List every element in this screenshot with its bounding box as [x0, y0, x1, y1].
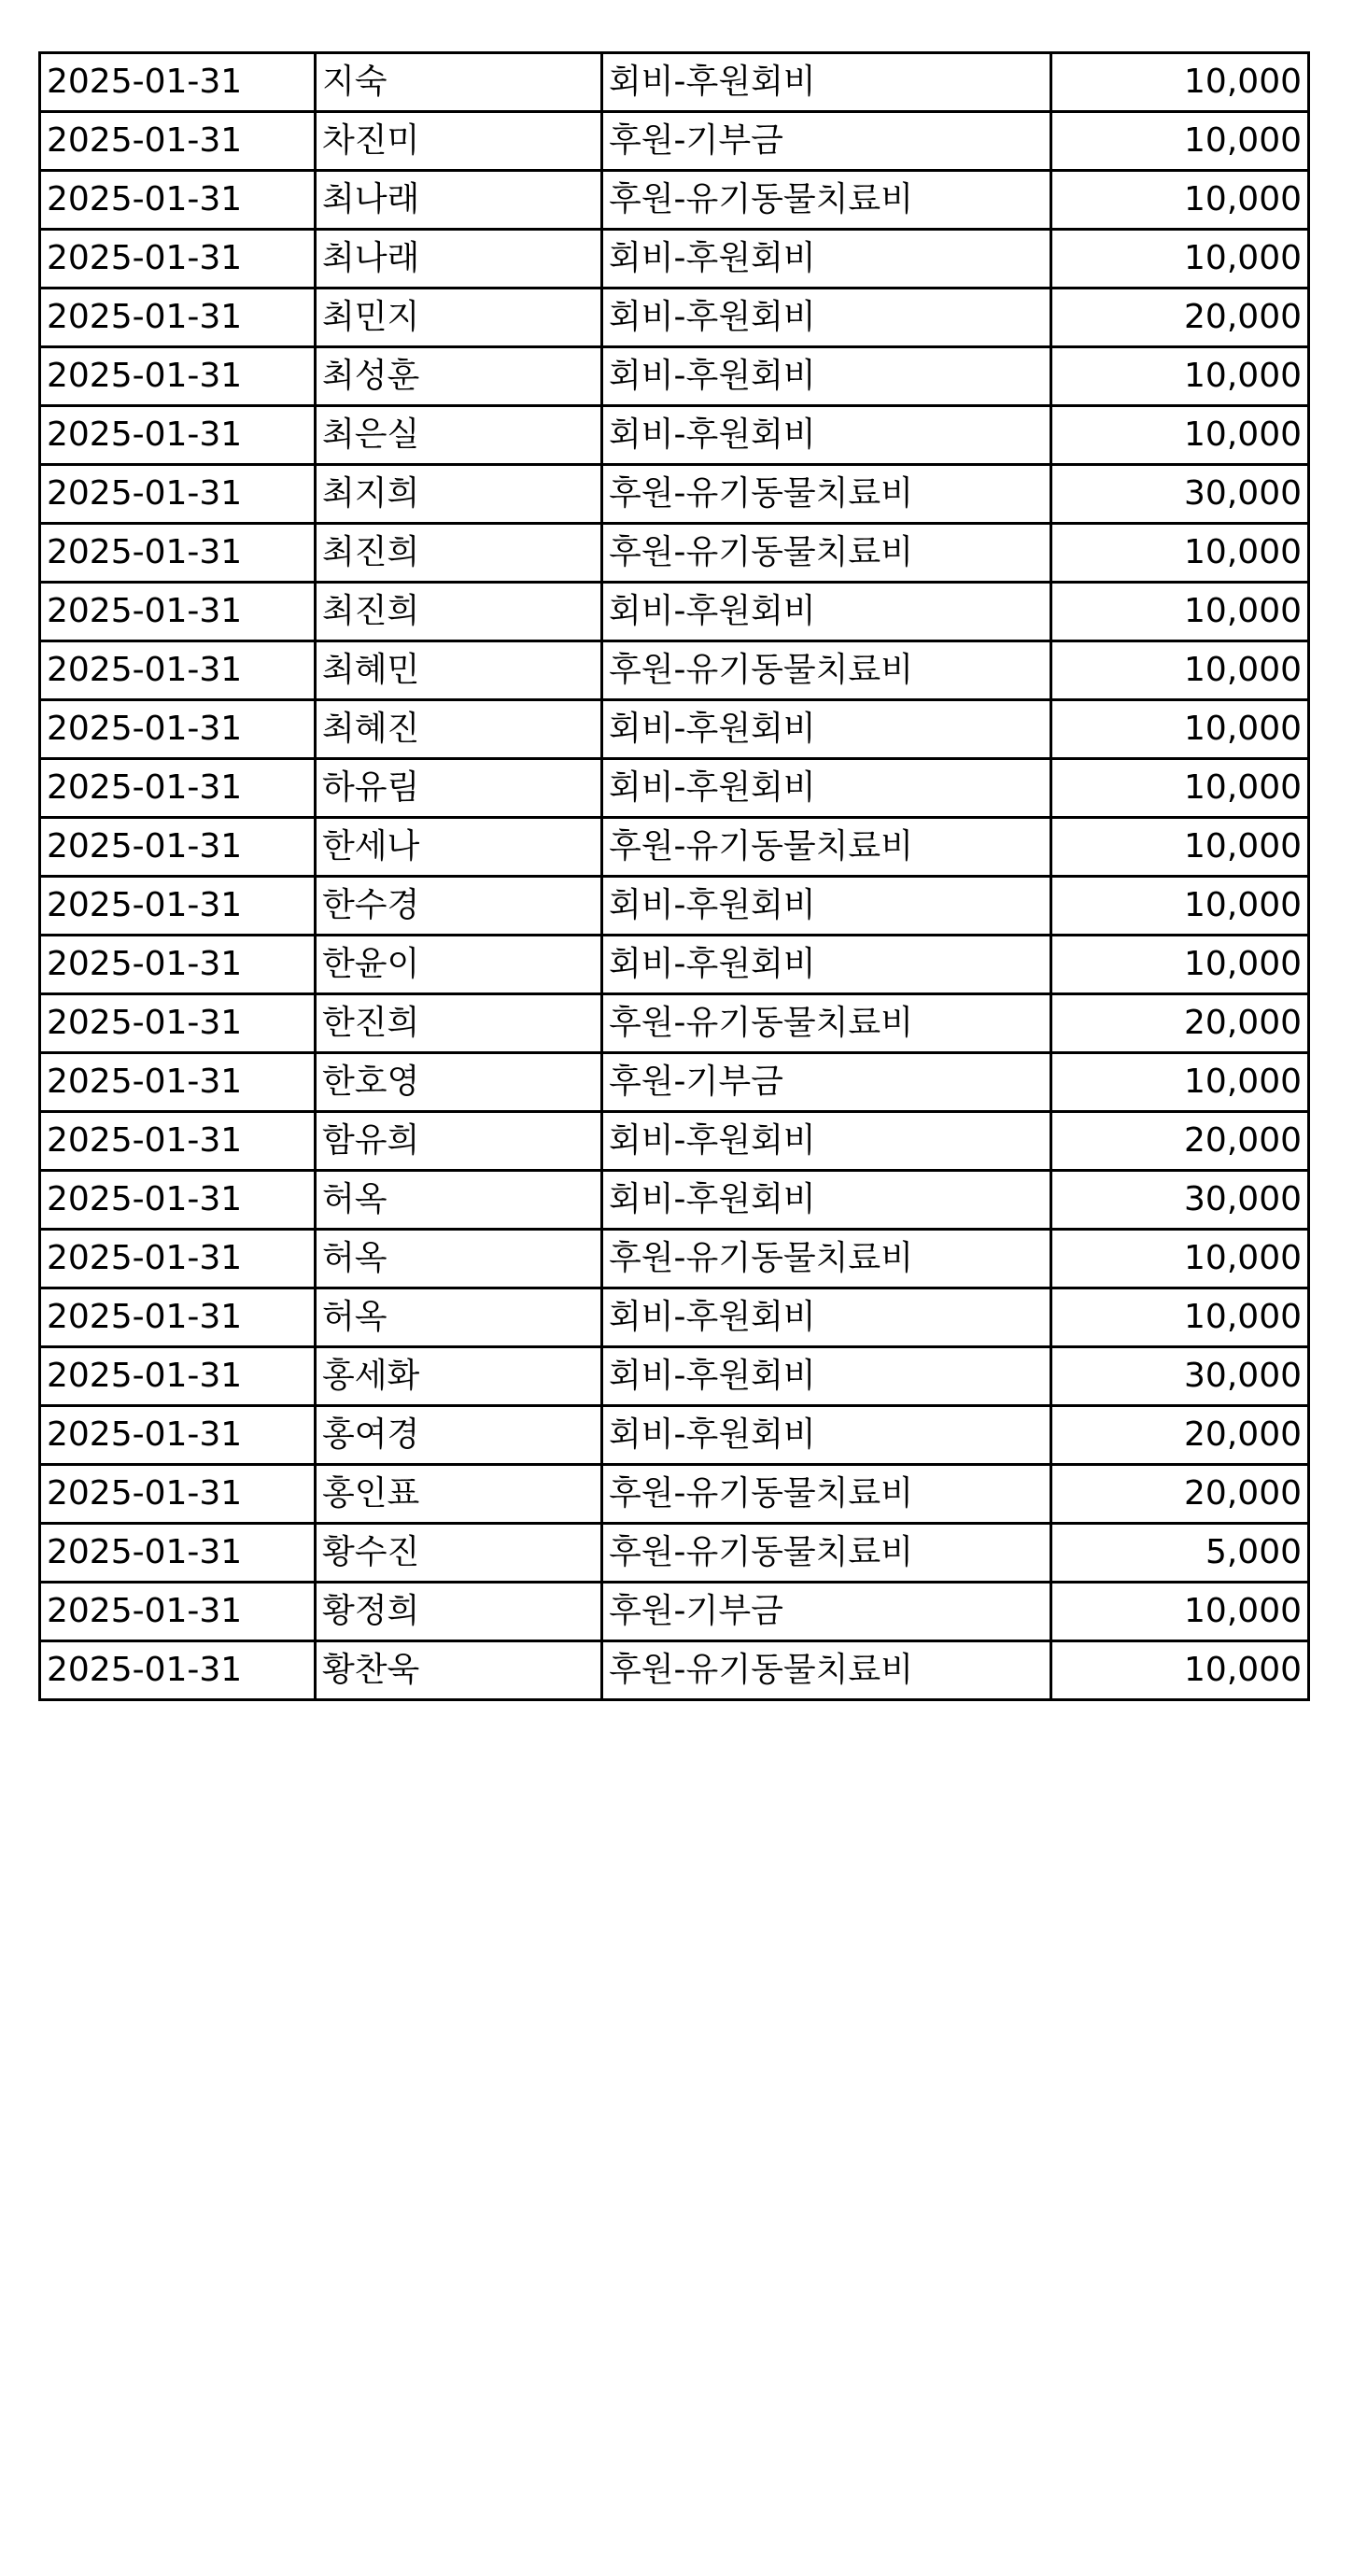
category-cell: 후원-유기동물치료비: [602, 994, 1051, 1053]
table-row: [40, 1465, 1309, 1524]
name-cell: 함유희: [316, 1112, 602, 1171]
table-row: [40, 524, 1309, 583]
table-row: [40, 1524, 1309, 1583]
amount-cell: 10,000: [1051, 641, 1309, 700]
amount-cell: 10,000: [1051, 112, 1309, 171]
category-cell: 회비-후원회비: [602, 1288, 1051, 1347]
amount-cell: 30,000: [1051, 1347, 1309, 1406]
category-cell: 후원-기부금: [602, 112, 1051, 171]
amount-cell: 20,000: [1051, 289, 1309, 347]
name-cell: 한호영: [316, 1053, 602, 1112]
name-cell: 홍세화: [316, 1347, 602, 1406]
table-row: [40, 1347, 1309, 1406]
name-cell: 최성훈: [316, 347, 602, 406]
category-cell: 후원-유기동물치료비: [602, 524, 1051, 583]
name-cell: 허옥: [316, 1288, 602, 1347]
table-row: [40, 347, 1309, 406]
name-cell: 최진희: [316, 524, 602, 583]
amount-cell: 30,000: [1051, 1171, 1309, 1230]
category-cell: 후원-유기동물치료비: [602, 1230, 1051, 1288]
amount-cell: 10,000: [1051, 936, 1309, 994]
table-row: [40, 112, 1309, 171]
category-cell: 회비-후원회비: [602, 583, 1051, 641]
name-cell: 최진희: [316, 583, 602, 641]
amount-cell: 20,000: [1051, 1465, 1309, 1524]
table-row: [40, 465, 1309, 524]
date-cell: 2025-01-31: [40, 1053, 316, 1112]
name-cell: 최나래: [316, 230, 602, 289]
amount-cell: 10,000: [1051, 700, 1309, 759]
amount-cell: 10,000: [1051, 524, 1309, 583]
amount-cell: 5,000: [1051, 1524, 1309, 1583]
amount-cell: 10,000: [1051, 759, 1309, 818]
donation-ledger-table: [38, 51, 1310, 1701]
name-cell: 황정희: [316, 1583, 602, 1641]
category-cell: 후원-유기동물치료비: [602, 465, 1051, 524]
date-cell: 2025-01-31: [40, 1583, 316, 1641]
amount-cell: 10,000: [1051, 877, 1309, 936]
amount-cell: 10,000: [1051, 1053, 1309, 1112]
amount-cell: 10,000: [1051, 53, 1309, 112]
date-cell: 2025-01-31: [40, 406, 316, 465]
date-cell: 2025-01-31: [40, 53, 316, 112]
category-cell: 회비-후원회비: [602, 759, 1051, 818]
table-row: [40, 53, 1309, 112]
name-cell: 한진희: [316, 994, 602, 1053]
table-row: [40, 171, 1309, 230]
table-row: [40, 1583, 1309, 1641]
amount-cell: 10,000: [1051, 347, 1309, 406]
table-row: [40, 1171, 1309, 1230]
date-cell: 2025-01-31: [40, 1641, 316, 1700]
table-row: [40, 877, 1309, 936]
name-cell: 한윤이: [316, 936, 602, 994]
name-cell: 최혜진: [316, 700, 602, 759]
category-cell: 회비-후원회비: [602, 877, 1051, 936]
date-cell: 2025-01-31: [40, 1288, 316, 1347]
category-cell: 후원-유기동물치료비: [602, 171, 1051, 230]
name-cell: 최혜민: [316, 641, 602, 700]
table-row: [40, 583, 1309, 641]
name-cell: 황수진: [316, 1524, 602, 1583]
table-row: [40, 1230, 1309, 1288]
category-cell: 후원-유기동물치료비: [602, 1641, 1051, 1700]
date-cell: 2025-01-31: [40, 818, 316, 877]
date-cell: 2025-01-31: [40, 230, 316, 289]
table-row: [40, 700, 1309, 759]
date-cell: 2025-01-31: [40, 171, 316, 230]
table-row: [40, 1641, 1309, 1700]
date-cell: 2025-01-31: [40, 1171, 316, 1230]
amount-cell: 10,000: [1051, 1230, 1309, 1288]
category-cell: 후원-기부금: [602, 1053, 1051, 1112]
category-cell: 회비-후원회비: [602, 53, 1051, 112]
category-cell: 회비-후원회비: [602, 1112, 1051, 1171]
table-row: [40, 289, 1309, 347]
name-cell: 최은실: [316, 406, 602, 465]
category-cell: 회비-후원회비: [602, 347, 1051, 406]
amount-cell: 10,000: [1051, 406, 1309, 465]
date-cell: 2025-01-31: [40, 524, 316, 583]
category-cell: 회비-후원회비: [602, 1347, 1051, 1406]
category-cell: 후원-유기동물치료비: [602, 818, 1051, 877]
name-cell: 지숙: [316, 53, 602, 112]
table-row: [40, 1288, 1309, 1347]
category-cell: 회비-후원회비: [602, 1171, 1051, 1230]
date-cell: 2025-01-31: [40, 994, 316, 1053]
table-row: [40, 1053, 1309, 1112]
category-cell: 후원-유기동물치료비: [602, 1524, 1051, 1583]
amount-cell: 20,000: [1051, 1112, 1309, 1171]
table-row: [40, 641, 1309, 700]
date-cell: 2025-01-31: [40, 1347, 316, 1406]
amount-cell: 20,000: [1051, 994, 1309, 1053]
date-cell: 2025-01-31: [40, 1230, 316, 1288]
name-cell: 차진미: [316, 112, 602, 171]
amount-cell: 10,000: [1051, 230, 1309, 289]
date-cell: 2025-01-31: [40, 936, 316, 994]
ledger-body: [40, 53, 1309, 1700]
date-cell: 2025-01-31: [40, 1465, 316, 1524]
category-cell: 회비-후원회비: [602, 936, 1051, 994]
date-cell: 2025-01-31: [40, 877, 316, 936]
table-row: [40, 1406, 1309, 1465]
amount-cell: 30,000: [1051, 465, 1309, 524]
date-cell: 2025-01-31: [40, 700, 316, 759]
date-cell: 2025-01-31: [40, 289, 316, 347]
name-cell: 한수경: [316, 877, 602, 936]
category-cell: 회비-후원회비: [602, 406, 1051, 465]
name-cell: 허옥: [316, 1230, 602, 1288]
category-cell: 회비-후원회비: [602, 289, 1051, 347]
name-cell: 하유림: [316, 759, 602, 818]
amount-cell: 20,000: [1051, 1406, 1309, 1465]
date-cell: 2025-01-31: [40, 759, 316, 818]
date-cell: 2025-01-31: [40, 112, 316, 171]
category-cell: 회비-후원회비: [602, 700, 1051, 759]
date-cell: 2025-01-31: [40, 1112, 316, 1171]
name-cell: 홍여경: [316, 1406, 602, 1465]
date-cell: 2025-01-31: [40, 465, 316, 524]
date-cell: 2025-01-31: [40, 583, 316, 641]
table-row: [40, 818, 1309, 877]
name-cell: 최지희: [316, 465, 602, 524]
table-row: [40, 994, 1309, 1053]
amount-cell: 10,000: [1051, 171, 1309, 230]
category-cell: 후원-기부금: [602, 1583, 1051, 1641]
amount-cell: 10,000: [1051, 1288, 1309, 1347]
table-row: [40, 936, 1309, 994]
table-row: [40, 759, 1309, 818]
name-cell: 허옥: [316, 1171, 602, 1230]
amount-cell: 10,000: [1051, 1583, 1309, 1641]
category-cell: 회비-후원회비: [602, 230, 1051, 289]
category-cell: 후원-유기동물치료비: [602, 1465, 1051, 1524]
name-cell: 최나래: [316, 171, 602, 230]
category-cell: 후원-유기동물치료비: [602, 641, 1051, 700]
date-cell: 2025-01-31: [40, 1406, 316, 1465]
category-cell: 회비-후원회비: [602, 1406, 1051, 1465]
date-cell: 2025-01-31: [40, 1524, 316, 1583]
name-cell: 홍인표: [316, 1465, 602, 1524]
table-row: [40, 406, 1309, 465]
amount-cell: 10,000: [1051, 1641, 1309, 1700]
date-cell: 2025-01-31: [40, 347, 316, 406]
name-cell: 한세나: [316, 818, 602, 877]
table-row: [40, 1112, 1309, 1171]
date-cell: 2025-01-31: [40, 641, 316, 700]
table-row: [40, 230, 1309, 289]
amount-cell: 10,000: [1051, 583, 1309, 641]
name-cell: 황찬욱: [316, 1641, 602, 1700]
amount-cell: 10,000: [1051, 818, 1309, 877]
name-cell: 최민지: [316, 289, 602, 347]
